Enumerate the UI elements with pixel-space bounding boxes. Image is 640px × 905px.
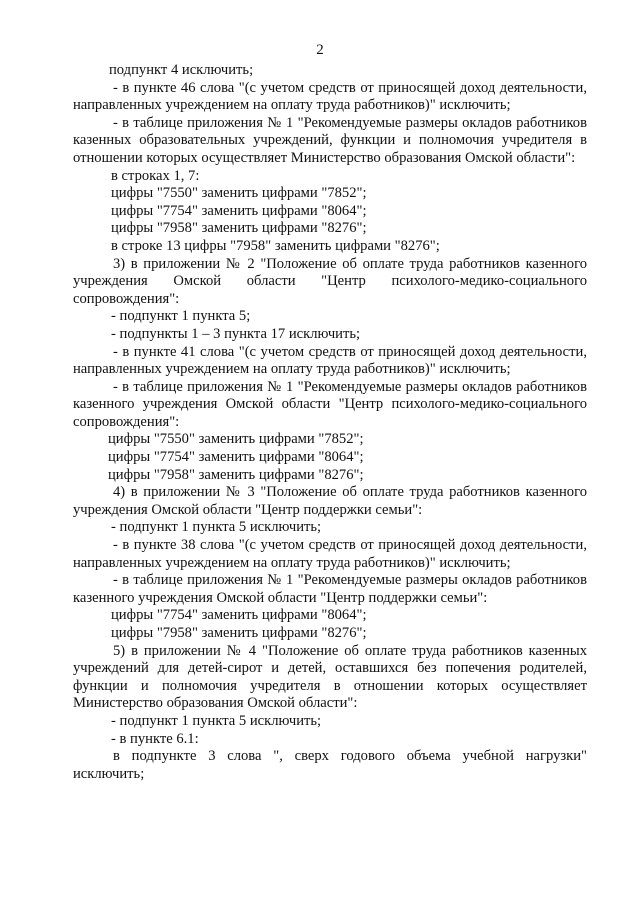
paragraph: 3) в приложении № 2 "Положение об оплате труда работников казенного учреждения Омской области "Центр психолого-медико-социального сопровождения": bbox=[73, 255, 587, 307]
paragraph: - в таблице приложения № 1 "Рекомендуемые размеры окладов работников казенного учреждения Омской области "Центр поддержки семьи": bbox=[73, 572, 587, 606]
paragraph: цифры "7958" заменить цифрами "8276"; bbox=[111, 625, 367, 641]
paragraph: - в пункте 41 слова "(с учетом средств от приносящей доход деятельности, направленных учреждением на оплату труда работников)" исключить; bbox=[73, 343, 587, 378]
paragraph: 5) в приложении № 4 "Положение об оплате труда работников казенных учреждений для детей-сирот и детей, оставшихся без попечения родителей, функции и полномочия учредителя в отношении которых осуществляет Министерство образования Омской области": bbox=[73, 642, 587, 712]
paragraph: - подпункты 1 – 3 пункта 17 исключить; bbox=[111, 325, 361, 342]
paragraph: - подпункт 1 пункта 5 исключить; bbox=[111, 712, 322, 729]
paragraph: - в таблице приложения № 1 "Рекомендуемые размеры окладов работников казенных образовательных учреждений, функции и полномочия учредителя в отношении которых осуществляет Министерство образования Омской области": bbox=[73, 114, 587, 166]
page-number: 2 bbox=[316, 42, 324, 58]
paragraph: цифры "7958" заменить цифрами "8276"; bbox=[111, 220, 367, 237]
paragraph: - подпункт 1 пункта 5 исключить; bbox=[111, 519, 322, 536]
paragraph: подпункт 4 исключить; bbox=[109, 62, 254, 78]
paragraph: цифры "7754" заменить цифрами "8064"; bbox=[108, 449, 364, 466]
paragraph: цифры "7754" заменить цифрами "8064"; bbox=[111, 607, 367, 624]
paragraph: цифры "7754" заменить цифрами "8064"; bbox=[111, 202, 367, 219]
paragraph: цифры "7550" заменить цифрами "7852"; bbox=[108, 431, 364, 448]
paragraph: 4) в приложении № 3 "Положение об оплате труда работников казенного учреждения Омской области "Центр поддержки семьи": bbox=[73, 484, 587, 518]
paragraph: - в таблице приложения № 1 "Рекомендуемые размеры окладов работников казенного учреждения Омской области "Центр психолого-медико-социального сопровождения": bbox=[73, 378, 587, 430]
paragraph: - в пункте 6.1: bbox=[111, 730, 199, 747]
paragraph: в строках 1, 7: bbox=[111, 167, 200, 184]
paragraph: цифры "7550" заменить цифрами "7852"; bbox=[111, 185, 367, 202]
paragraph: - в пункте 46 слова "(с учетом средств от приносящей доход деятельности, направленных учреждением на оплату труда работников)" исключить; bbox=[73, 79, 587, 114]
paragraph: в подпункте 3 слова ", сверх годового объема учебной нагрузки" исключить; bbox=[73, 748, 587, 782]
paragraph: в строке 13 цифры "7958" заменить цифрами "8276"; bbox=[111, 237, 440, 254]
paragraph: цифры "7958" заменить цифрами "8276"; bbox=[108, 466, 364, 483]
paragraph: - в пункте 38 слова "(с учетом средств от приносящей доход деятельности, направленных учреждением на оплату труда работников)" исключить; bbox=[73, 537, 587, 571]
document-body bbox=[73, 62, 587, 783]
paragraph: - подпункт 1 пункта 5; bbox=[111, 308, 251, 325]
